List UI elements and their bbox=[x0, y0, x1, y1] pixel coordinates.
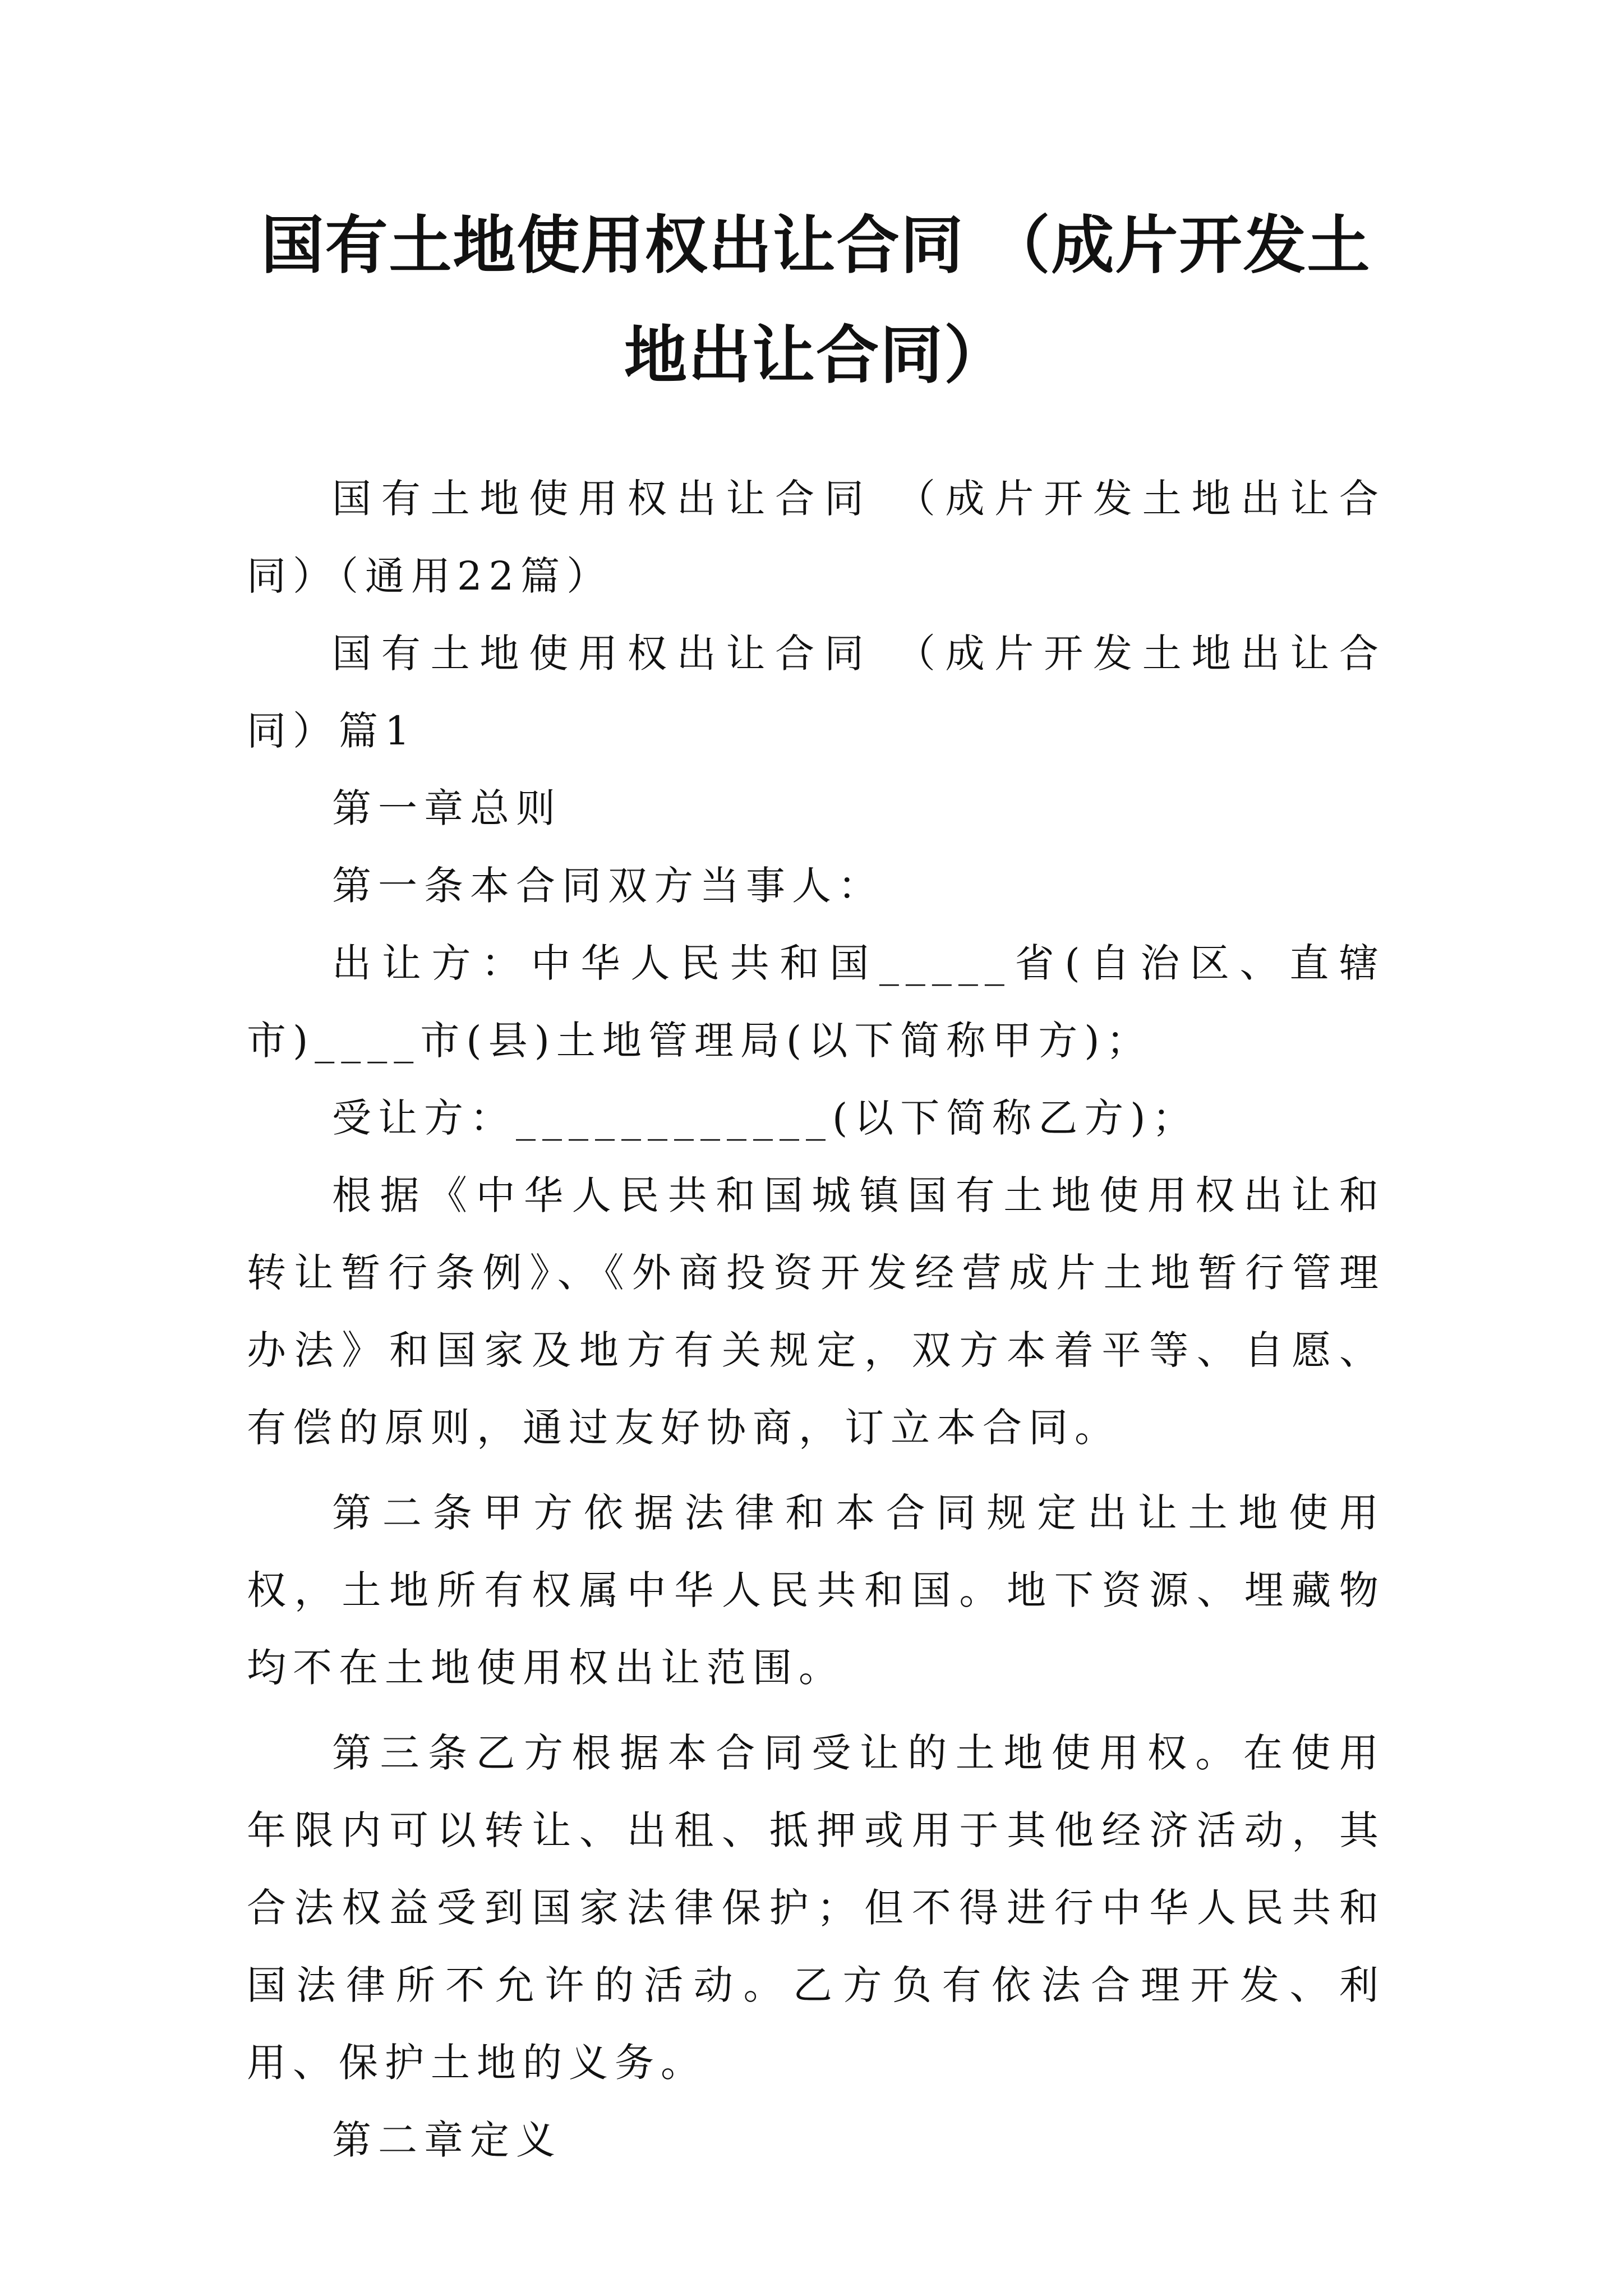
article-paragraph: 第二条甲方依据法律和本合同规定出让土地使用权，土地所有权属中华人民共和国。地下资源、埋藏物均不在土地使用权出让范围。 bbox=[247, 1490, 1385, 1691]
chapter-heading: 第二章定义 bbox=[332, 2117, 562, 2163]
article-paragraph: 根据《中华人民共和国城镇国有土地使用权出让和转让暂行条例》、《外商投资开发经营成片土地暂行管理办法》和国家及地方有关规定，双方本着平等、自愿、有偿的原则，通过友好协商，订立本合同。 bbox=[247, 1172, 1385, 1451]
party-grantor: 出让方：中华人民共和国_____省(自治区、直辖市)____市(县)土地管理局(以下简称甲方)； bbox=[247, 940, 1385, 1064]
article-paragraph: 第一条本合同双方当事人： bbox=[332, 863, 884, 909]
party-grantee: 受让方：____________(以下简称乙方)； bbox=[332, 1095, 1198, 1141]
chapter-heading: 第一章总则 bbox=[332, 785, 562, 831]
article-paragraph: 第三条乙方根据本合同受让的土地使用权。在使用年限内可以转让、出租、抵押或用于其他经济活动，其合法权益受到国家法律保护；但不得进行中华人民共和国法律所不允许的活动。乙方负有依法合理开发、利用、保护土地的义务。 bbox=[247, 1730, 1385, 2086]
section-heading: 国有土地使用权出让合同 （成片开发土地出让合同）篇1 bbox=[247, 631, 1385, 754]
document-title: 国有土地使用权出让合同 （成片开发土地出让合同） bbox=[261, 209, 1371, 392]
document-subtitle: 国有土地使用权出让合同 （成片开发土地出让合同）（通用22篇） bbox=[247, 476, 1385, 599]
document-body bbox=[247, 460, 1385, 2179]
